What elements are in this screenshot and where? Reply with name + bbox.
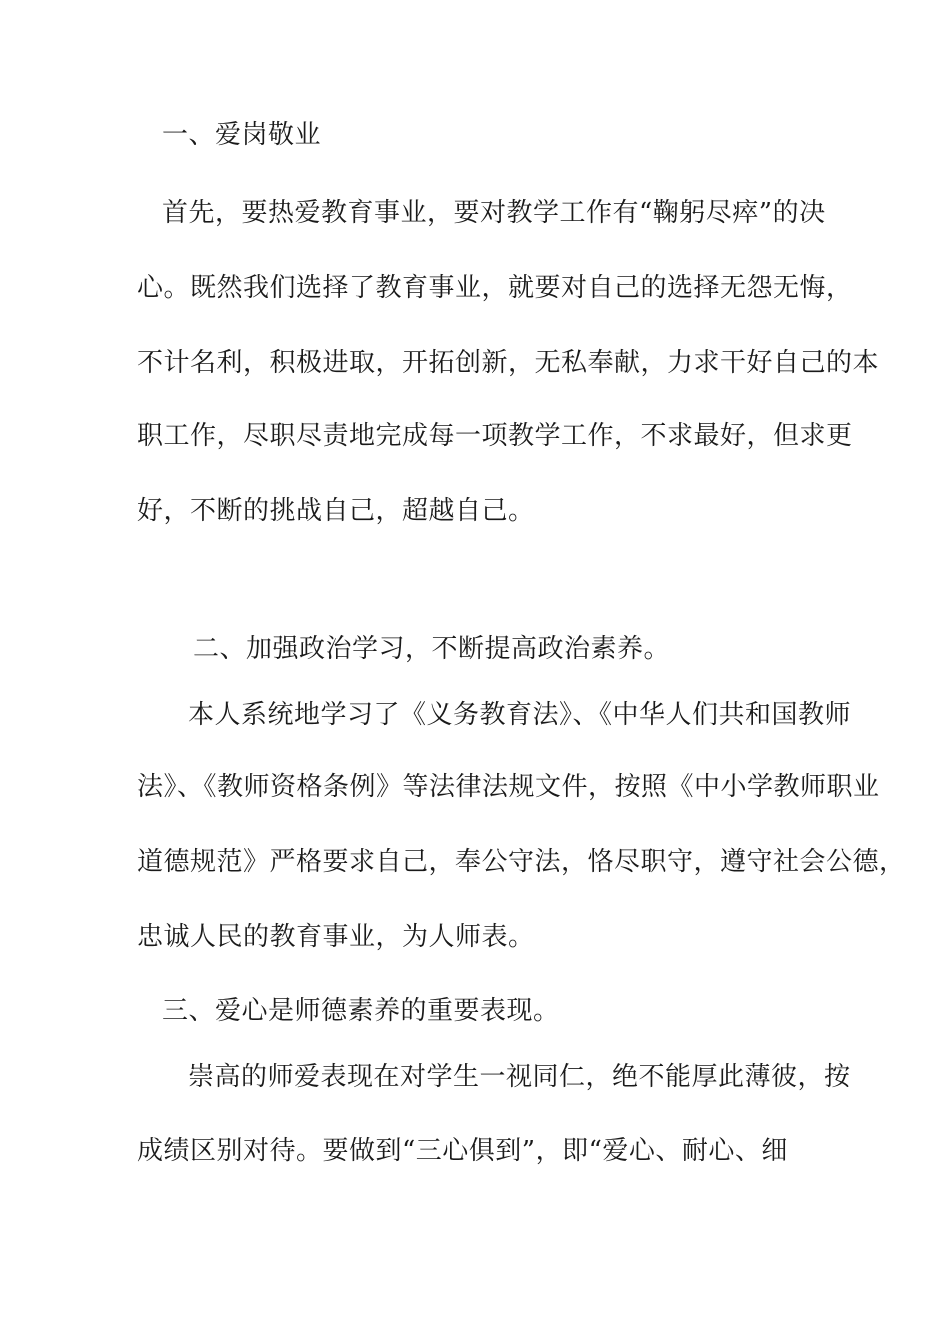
paragraph-line: 法》、《教师资格条例》等法律法规文件，按照《中小学教师职业 bbox=[137, 772, 880, 802]
paragraph-line: 不计名利，积极进取，开拓创新，无私奉献，力求干好自己的本 bbox=[137, 348, 880, 378]
paragraph-line: 心。既然我们选择了教育事业，就要对自己的选择无怨无悔， bbox=[137, 273, 853, 303]
paragraph-line: 首先，要热爱教育事业，要对教学工作有“鞠躬尽瘁”的决 bbox=[162, 198, 826, 228]
paragraph-line: 道德规范》严格要求自己，奉公守法，恪尽职守，遵守社会公德， bbox=[137, 847, 906, 877]
paragraph-line: 崇高的师爱表现在对学生一视同仁，绝不能厚此薄彼，按 bbox=[188, 1062, 851, 1092]
section-2-heading: 二、加强政治学习，不断提高政治素养。 bbox=[193, 634, 671, 664]
paragraph-line: 职工作，尽职尽责地完成每一项教学工作，不求最好，但求更 bbox=[137, 421, 853, 451]
section-1-heading: 一、爱岗敬业 bbox=[162, 120, 322, 150]
paragraph-line: 忠诚人民的教育事业，为人师表。 bbox=[137, 922, 535, 952]
section-3-heading: 三、爱心是师德素养的重要表现。 bbox=[162, 996, 560, 1026]
paragraph-line: 成绩区别对待。要做到“三心俱到”，即“爱心、耐心、细 bbox=[137, 1136, 788, 1166]
paragraph-line: 好，不断的挑战自己，超越自己。 bbox=[137, 496, 535, 526]
paragraph-line: 本人系统地学习了《义务教育法》、《中华人们共和国教师 bbox=[188, 700, 852, 730]
